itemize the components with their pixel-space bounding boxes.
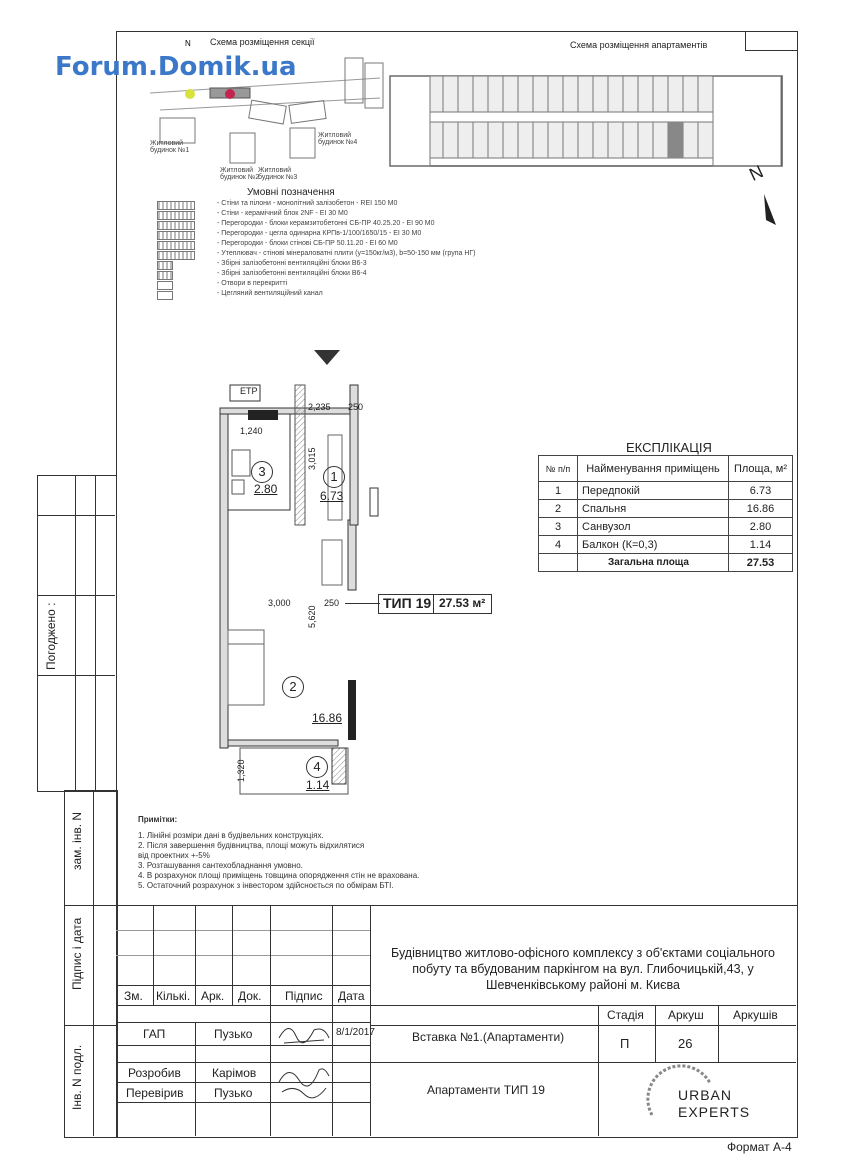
gap-date: 8/1/2017 bbox=[336, 1027, 375, 1038]
apartments-floor-plan bbox=[388, 68, 788, 173]
note-line: 4. В розрахунок площі приміщень товщина опорядження стін не врахована. bbox=[138, 871, 420, 880]
agreed-label: Погоджено : bbox=[44, 602, 58, 670]
legend-text: - Стіни та пілони - монолітний залізобетон - REI 150 M0 bbox=[217, 200, 398, 207]
gap-name: Пузько bbox=[214, 1027, 253, 1041]
side-stamp-divider bbox=[64, 1025, 116, 1026]
dev-role: Розробив bbox=[128, 1066, 181, 1080]
north-label: N bbox=[746, 161, 767, 185]
total-label: Загальна площа bbox=[578, 554, 729, 572]
table-cell: Спальня bbox=[578, 500, 729, 518]
building2-label: Житловий будинок №2 bbox=[220, 167, 260, 181]
legend-text: - Збірні залізобетонні вентиляційні блоки В6-4 bbox=[217, 270, 367, 277]
note-line: 2. Після завершення будівництва, площі можуть відхилятися bbox=[138, 841, 365, 850]
inv-replace-label: зам. інв. N bbox=[70, 811, 84, 870]
legend-text: - Отвори в перекритті bbox=[217, 280, 288, 287]
legend-text: - Утеплювач - стінові мінераловатні плити (y=150кг/м3), b=50-150 мм (група НГ) bbox=[217, 250, 476, 257]
company-line1: URBAN bbox=[678, 1087, 733, 1103]
room-number-text: 4 bbox=[313, 759, 321, 774]
notes-title: Примітки: bbox=[138, 815, 178, 824]
type-label-divider bbox=[433, 594, 434, 614]
notes bbox=[138, 815, 419, 891]
table-cell: Санвузол bbox=[578, 518, 729, 536]
column-header: № п/п bbox=[539, 456, 578, 482]
note-line: 3. Розташування сантехобладнання умовно. bbox=[138, 861, 303, 870]
total-value: 27.53 bbox=[729, 554, 793, 572]
table-cell: 2.80 bbox=[729, 518, 793, 536]
apartments-floor-plan-drawing bbox=[388, 68, 788, 173]
approval-divider bbox=[95, 475, 96, 790]
north-arrow-icon bbox=[760, 190, 780, 235]
tb-divider bbox=[370, 1062, 796, 1063]
table-cell: Балкон (К=0,3) bbox=[578, 536, 729, 554]
side-stamp-divider bbox=[64, 905, 116, 906]
room-area-1: 6.73 bbox=[320, 489, 344, 503]
entry-arrow-icon bbox=[312, 348, 342, 368]
room-number-2 bbox=[282, 676, 304, 698]
column-header: Найменування приміщень bbox=[578, 456, 729, 482]
legend-swatch bbox=[157, 261, 173, 270]
table-cell: 1 bbox=[539, 482, 578, 500]
room-number-1 bbox=[323, 466, 345, 488]
column-header: Зм. bbox=[124, 989, 143, 1003]
note-line: 1. Лінійні розміри дані в будівельних конструкціях. bbox=[138, 831, 324, 840]
tb-divider bbox=[370, 1025, 796, 1026]
dim-label: 250 bbox=[348, 402, 364, 412]
table-row bbox=[539, 518, 793, 536]
dim-label: 3,000 bbox=[268, 598, 291, 608]
side-stamp-divider bbox=[93, 790, 94, 1136]
table-cell: 2 bbox=[539, 500, 578, 518]
tb-divider bbox=[718, 1005, 719, 1062]
table-cell: 6.73 bbox=[729, 482, 793, 500]
column-header: Арк. bbox=[201, 989, 225, 1003]
dim-label: 2,235 bbox=[308, 402, 331, 412]
legend-swatch bbox=[157, 251, 195, 260]
dev-name: Карімов bbox=[212, 1066, 257, 1080]
sections-scheme-title: Схема розміщення секції bbox=[210, 37, 315, 47]
legend-text: - Перегородки - блоки керамзитобетонні СБ-ПР 40.25.20 - EI 90 M0 bbox=[217, 220, 435, 227]
column-header: Площа, м² bbox=[729, 456, 793, 482]
legend-swatch bbox=[157, 201, 195, 210]
apartment-plan bbox=[210, 380, 390, 800]
approval-divider bbox=[75, 475, 76, 790]
apartment-plan-drawing bbox=[210, 380, 390, 800]
room-number-text: 3 bbox=[258, 464, 266, 479]
dim-label: 1,320 bbox=[236, 759, 246, 782]
tb-divider bbox=[232, 905, 233, 1005]
sign-date-label: Підпис і дата bbox=[70, 917, 84, 990]
explication-title: ЕКСПЛІКАЦІЯ bbox=[626, 440, 712, 455]
legend-swatch bbox=[157, 231, 195, 240]
room-number-4 bbox=[306, 756, 328, 778]
legend-swatch bbox=[157, 281, 173, 290]
tb-divider bbox=[116, 1005, 796, 1006]
tb-divider bbox=[270, 905, 271, 1136]
type-label-box bbox=[378, 594, 494, 616]
building4-label: Житловий будинок №4 bbox=[318, 132, 358, 146]
table-cell: 3 bbox=[539, 518, 578, 536]
etr-label: ЕТР bbox=[240, 386, 258, 396]
watermark: Forum.Domik.ua bbox=[55, 52, 297, 82]
svg-text:N: N bbox=[185, 39, 191, 48]
explication-table bbox=[538, 455, 793, 572]
table-cell: 1.14 bbox=[729, 536, 793, 554]
legend-swatch bbox=[157, 241, 195, 250]
column-header: Док. bbox=[238, 989, 262, 1003]
drawing-title: Апартаменти ТИП 19 bbox=[427, 1083, 545, 1097]
legend-text: - Цегляний вентиляційний канал bbox=[217, 290, 323, 297]
project-title: Будівництво житлово-офісного комплексу з об'єктами соціального побуту та вбудованим паркінгом на вул. Глибочицькій,43, у Шевченківському районі м. Києва bbox=[391, 946, 775, 992]
dim-label: 250 bbox=[324, 598, 340, 608]
check-name: Пузько bbox=[214, 1086, 253, 1100]
corner-box bbox=[745, 31, 798, 51]
legend-text: - Стіни - керамічний блок 2NF - EI 30 M0 bbox=[217, 210, 348, 217]
room-area-2: 16.86 bbox=[312, 711, 343, 725]
legend-text: - Збірні залізобетонні вентиляційні блоки В6-3 bbox=[217, 260, 367, 267]
section-name: Вставка №1.(Апартаменти) bbox=[412, 1030, 565, 1044]
signature-icon bbox=[274, 1062, 334, 1102]
check-role: Перевірив bbox=[126, 1086, 184, 1100]
room-number-text: 1 bbox=[330, 469, 338, 484]
room-number-3 bbox=[251, 461, 273, 483]
type-area: 27.53 м² bbox=[439, 596, 486, 610]
table-cell: 4 bbox=[539, 536, 578, 554]
room-area-3: 2.80 bbox=[254, 482, 278, 496]
table-row bbox=[539, 536, 793, 554]
table-total-row bbox=[539, 554, 793, 572]
format-label: Формат А-4 bbox=[727, 1140, 792, 1154]
room-number-text: 2 bbox=[289, 679, 297, 694]
building3-label: Житловий будинок №3 bbox=[258, 167, 298, 181]
tb-divider bbox=[598, 1062, 599, 1136]
apartments-scheme-title: Схема розміщення апартаментів bbox=[570, 40, 708, 50]
legend-text: - Перегородки - блоки стінові СБ-ПР 50.11.20 - EI 60 M0 bbox=[217, 240, 398, 247]
legend-swatch bbox=[157, 221, 195, 230]
table-cell: Передпокій bbox=[578, 482, 729, 500]
sheet-header: Аркуш bbox=[668, 1008, 704, 1022]
sheet-value: 26 bbox=[678, 1036, 693, 1051]
dim-label: 1,240 bbox=[240, 426, 263, 436]
tb-divider bbox=[195, 905, 196, 1005]
table-cell: 16.86 bbox=[729, 500, 793, 518]
signature-icon bbox=[274, 1018, 334, 1048]
tb-divider bbox=[655, 1005, 656, 1062]
legend-text: - Перегородки - цегла одинарна КРПв-1/100/1650/15 - EI 30 M0 bbox=[217, 230, 422, 237]
legend-swatch bbox=[157, 211, 195, 220]
legend-title: Умовні позначення bbox=[247, 187, 335, 198]
column-header: Підпис bbox=[285, 989, 323, 1003]
tb-divider bbox=[195, 1022, 196, 1136]
tb-divider bbox=[598, 1005, 599, 1062]
column-header: Кількі. bbox=[156, 989, 191, 1003]
table-row bbox=[539, 500, 793, 518]
dim-label: 3,015 bbox=[307, 447, 317, 470]
sheets-header: Аркушів bbox=[733, 1008, 778, 1022]
building1-label: Житловий будинок №1 bbox=[150, 140, 190, 154]
table-cell bbox=[539, 554, 578, 572]
dim-label: 5,620 bbox=[307, 605, 317, 628]
table-row bbox=[539, 482, 793, 500]
room-area-4: 1.14 bbox=[306, 778, 330, 792]
company-logo bbox=[640, 1065, 751, 1135]
gap-role: ГАП bbox=[143, 1027, 166, 1041]
tb-divider bbox=[370, 905, 371, 1136]
inv-orig-label: Інв. N подл. bbox=[70, 1044, 84, 1110]
legend-swatch bbox=[157, 271, 173, 280]
type-leader-line bbox=[345, 603, 380, 604]
stage-header: Стадія bbox=[607, 1008, 644, 1022]
column-header: Дата bbox=[338, 989, 365, 1003]
approval-divider bbox=[37, 515, 115, 516]
company-line2: EXPERTS bbox=[678, 1104, 751, 1120]
type-label: ТИП 19 bbox=[383, 595, 432, 611]
note-line: від проектних +-5% bbox=[138, 851, 210, 860]
note-line: 5. Остаточний розрахунок з інвестором здійсноється по обмірам БТІ. bbox=[138, 881, 394, 890]
table-header-row bbox=[539, 456, 793, 482]
legend-swatch bbox=[157, 291, 173, 300]
approval-divider bbox=[37, 595, 115, 596]
stage-value: П bbox=[620, 1036, 630, 1051]
approval-divider bbox=[37, 675, 115, 676]
tb-divider bbox=[153, 905, 154, 1005]
